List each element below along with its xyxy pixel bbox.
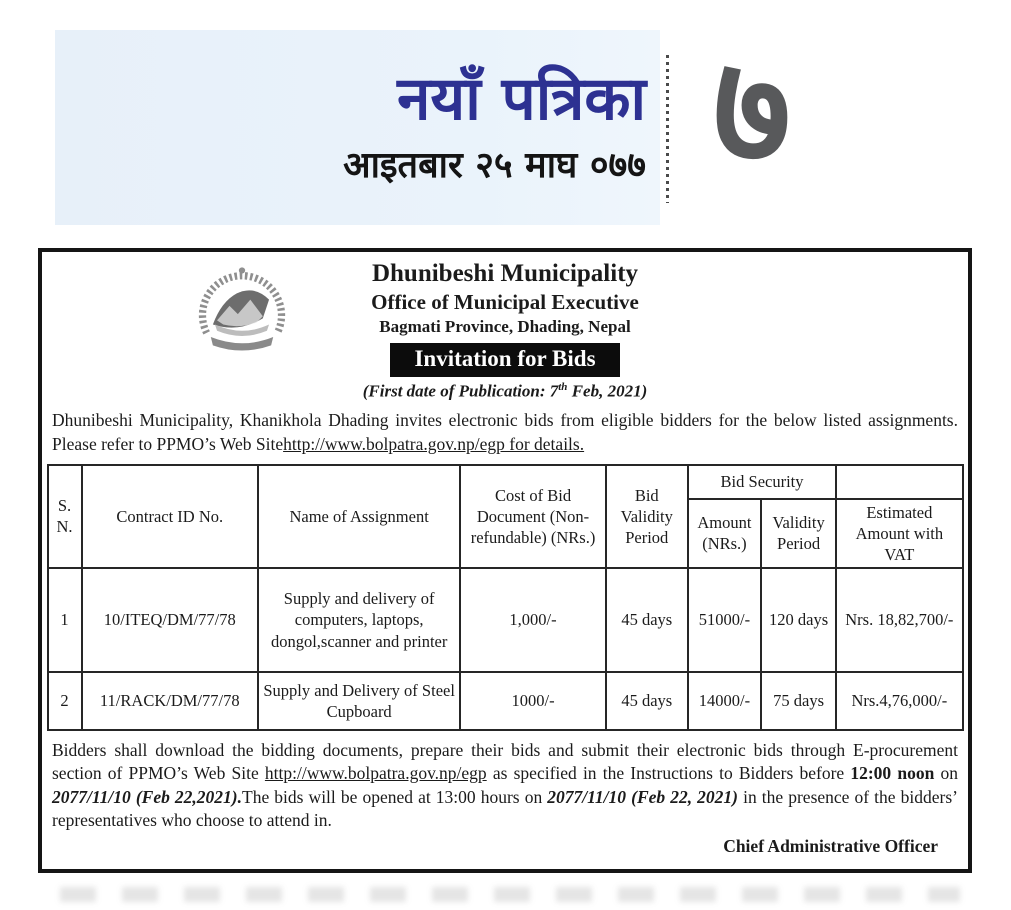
nepal-emblem-logo [190,258,294,362]
signature-line: Chief Administrative Officer [723,836,938,857]
row-2-sn: 2 [48,672,82,730]
row-1-contract-id: 10/ITEQ/DM/77/78 [82,568,258,672]
table-row-2 [48,672,963,730]
scan-artifact [60,887,960,902]
header-security-validity: Validity Period [761,499,836,568]
row-2-security-validity: 75 days [761,672,836,730]
table-header-row-1 [48,465,963,499]
header-estimated: Estimated Amount with VAT [836,499,962,568]
table-row-1 [48,568,963,672]
row-2-security-amount: 14000/- [688,672,761,730]
row-1-bid-validity: 45 days [606,568,688,672]
newspaper-masthead [55,30,660,225]
municipality-name: Dhunibeshi Municipality [371,260,639,287]
office-address: Bagmati Province, Dhading, Nepal [379,316,631,336]
row-2-bid-validity: 45 days [606,672,688,730]
row-2-cost: 1000/- [460,672,605,730]
publication-date-line [42,381,968,402]
publication-date-post: Feb, 2021) [567,382,648,402]
header-empty-cell [836,465,962,499]
newspaper-title: नयाँ पत्रिका [397,63,646,134]
masthead-divider [666,55,669,203]
header-sn: S. N. [48,465,82,568]
notice-title-row [42,343,968,377]
row-2-assignment: Supply and Delivery of Steel Cupboard [258,672,460,730]
intro-paragraph: Dhunibeshi Municipality, Khanikhola Dhading invites electronic bids from eligible bidders for the below listed assignments. Please refer to PPMO’s Web Sitehttp://www.bolpatra.gov.np/egp for details. [52,410,958,454]
notice-header [42,252,968,402]
row-1-assignment: Supply and delivery of computers, laptops, dongol,scanner and printer [258,568,460,672]
row-1-security-validity: 120 days [761,568,836,672]
row-2-estimated: Nrs.4,76,000/- [836,672,962,730]
row-1-security-amount: 51000/- [688,568,761,672]
bids-table [47,464,964,731]
row-2-contract-id: 11/RACK/DM/77/78 [82,672,258,730]
masthead-date: आइतबार २५ माघ ०७७ [343,144,646,186]
header-contract-id: Contract ID No. [82,465,258,568]
office-name: Office of Municipal Executive [371,289,639,314]
publication-date-ordinal: th [558,381,568,394]
header-assignment: Name of Assignment [258,465,460,568]
header-cost: Cost of Bid Document (Non-refundable) (NRs.) [460,465,605,568]
publication-date-pre: (First date of Publication: 7 [362,382,559,402]
page-number: ७ [712,24,791,198]
tender-notice-box [38,248,972,873]
instructions-paragraph: Bidders shall download the bidding documents, prepare their bids and submit their electronic bids through E-procurement section of PPMO’s Web Site http://www.bolpatra.gov.np/egp as specified in the Instructions to Bidders before 12:00 noon on 2077/11/10 (Feb 22,2021).The bids will be opened at 13:00 hours on 2077/11/10 (Feb 22, 2021) in the presence of the bidders’ representatives who choose to attend in. [52,740,959,830]
notice-title: Invitation for Bids [390,343,619,377]
row-1-cost: 1,000/- [460,568,605,672]
header-security-amount: Amount (NRs.) [688,499,761,568]
header-bid-security: Bid Security [688,465,836,499]
row-1-estimated: Nrs. 18,82,700/- [836,568,962,672]
header-bid-validity: Bid Validity Period [606,465,688,568]
row-1-sn: 1 [48,568,82,672]
